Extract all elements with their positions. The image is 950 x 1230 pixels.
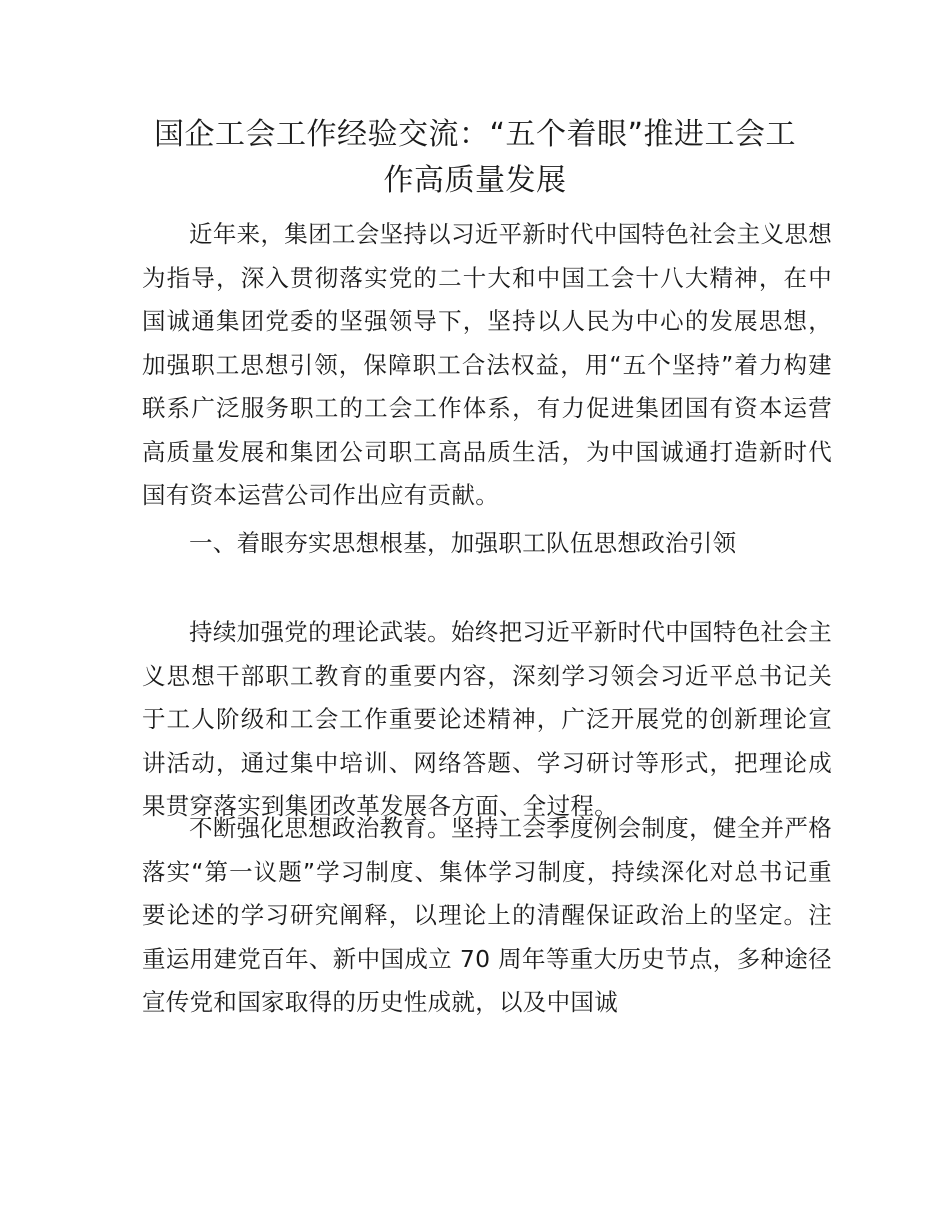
body-paragraph: 不断强化思想政治教育。坚持工会季度例会制度，健全并严格落实“第一议题”学习制度、集体学习制度，持续深化对总书记重要论述的学习研究阐释，以理论上的清醒保证政治上的坚定。注重运用建党百年、新中国成立 70 周年等重大历史节点，多种途径宣传党和国家取得的历史性成就，以及中国诚 (142, 814, 832, 1016)
intro-paragraph: 近年来，集团工会坚持以习近平新时代中国特色社会主义思想为指导，深入贯彻落实党的二十大和中国工会十八大精神，在中国诚通集团党委的坚强领导下，坚持以人民为中心的发展思想，加强职工思想引领，保障职工合法权益，用“五个坚持”着力构建联系广泛服务职工的工会工作体系，有力促进集团国有资本运营高质量发展和集团公司职工高品质生活，为中国诚通打造新时代国有资本运营公司作出应有贡献。 (142, 220, 832, 509)
document-title: 国企工会工作经验交流：“五个着眼”推进工会工作高质量发展 (153, 117, 797, 198)
section-heading: 一、着眼夯实思想根基，加强职工队伍思想政治引领 (189, 529, 737, 557)
body-paragraph: 持续加强党的理论武装。始终把习近平新时代中国特色社会主义思想干部职工教育的重要内容，深刻学习领会习近平总书记关于工人阶级和工会工作重要论述精神，广泛开展党的创新理论宣讲活动，通过集中培训、网络答题、学习研讨等形式，把理论成果贯穿落实到集团改革发展各方面、全过程。 (142, 618, 832, 820)
